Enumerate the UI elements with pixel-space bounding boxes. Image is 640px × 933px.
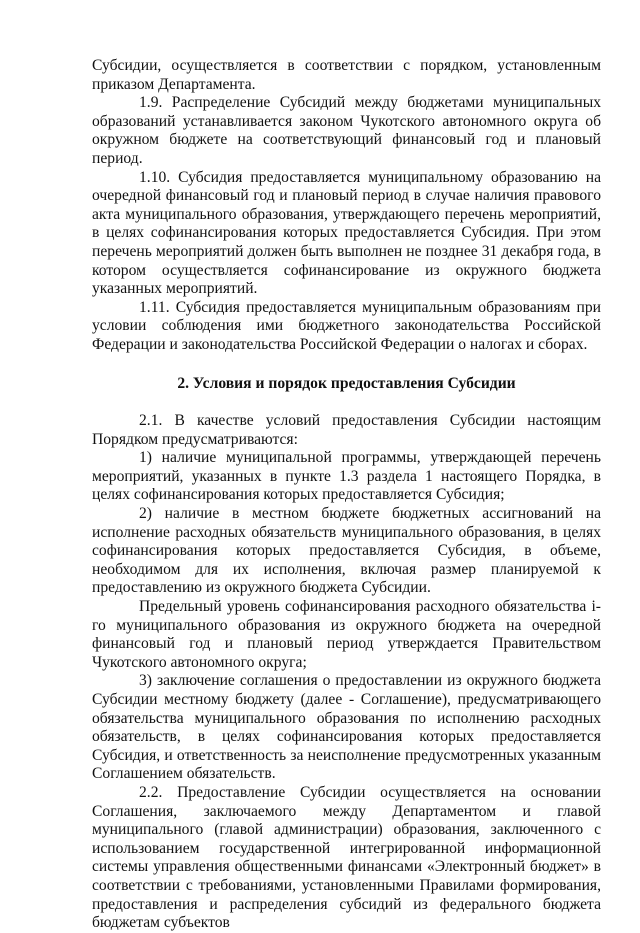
- paragraphs-bottom: [92, 412, 601, 933]
- paragraph-1-9: 1.9. Распределение Субсидий между бюджетами муниципальных образований устанавливается законом Чукотского автономного округа об окружном бюджете на соответствующий финансовый год и плановый период.: [92, 94, 601, 167]
- paragraph-2-2: 2.2. Предоставление Субсидии осуществляется на основании Соглашения, заключаемого между Департаментом и главой муниципального (главой администрации) образования, заключенного с использованием государственной интегрированной информационной системы управления общественными финансами «Электронный бюджет» в соответствии с требованиями, установленными Правилами формирования, предоставления и распределения субсидий из федерального бюджета бюджетам субъектов: [92, 783, 601, 932]
- document-page: [92, 57, 601, 933]
- list-item-1: 1) наличие муниципальной программы, утверждающей перечень мероприятий, указанных в пункте 1.3 раздела 1 настоящего Порядка, в целях софинансирования которых предоставляется Субсидия;: [92, 449, 601, 504]
- paragraph-limit: Предельный уровень софинансирования расходного обязательства i-го муниципального образования из окружного бюджета на очередной финансовый год и плановый период утверждается Правительством Чукотского автономного округа;: [92, 598, 601, 671]
- list-item-3: 3) заключение соглашения о предоставлении из окружного бюджета Субсидии местному бюджету (далее - Соглашение), предусматривающего обязательства муниципального образования по исполнению расходных обязательств, в целях софинансирования которых предоставляется Субсидия, и ответственность за неисполнение предусмотренных указанным Соглашением обязательств.: [92, 672, 601, 783]
- paragraph: Субсидии, осуществляется в соответствии с порядком, установленным приказом Департамента.: [92, 57, 601, 93]
- section-heading: 2. Условия и порядок предоставления Субсидии: [177, 374, 516, 392]
- paragraph-2-1: 2.1. В качестве условий предоставления Субсидии настоящим Порядком предусматриваются:: [92, 412, 601, 448]
- paragraph-1-11: 1.11. Субсидия предоставляется муниципальным образованиям при условии соблюдения ими бюджетного законодательства Российской Федерации и законодательства Российской Федерации о налогах и сборах.: [92, 298, 601, 353]
- list-item-2: 2) наличие в местном бюджете бюджетных ассигнований на исполнение расходных обязательств муниципального образования, в целях софинансирования которых предоставляется Субсидия, в объеме, необходимом для их исполнения, включая размер планируемой к предоставлению из окружного бюджета Субсидии.: [92, 505, 601, 597]
- paragraphs-top: [92, 57, 601, 355]
- paragraph-1-10: 1.10. Субсидия предоставляется муниципальному образованию на очередной финансовый год и плановый период в случае наличия правового акта муниципального образования, утверждающего перечень мероприятий, в целях софинансирования которых предоставляется Субсидия. При этом перечень мероприятий должен быть выполнен не позднее 31 декабря года, в котором осуществляется софинансирование из окружного бюджета указанных мероприятий.: [92, 168, 601, 298]
